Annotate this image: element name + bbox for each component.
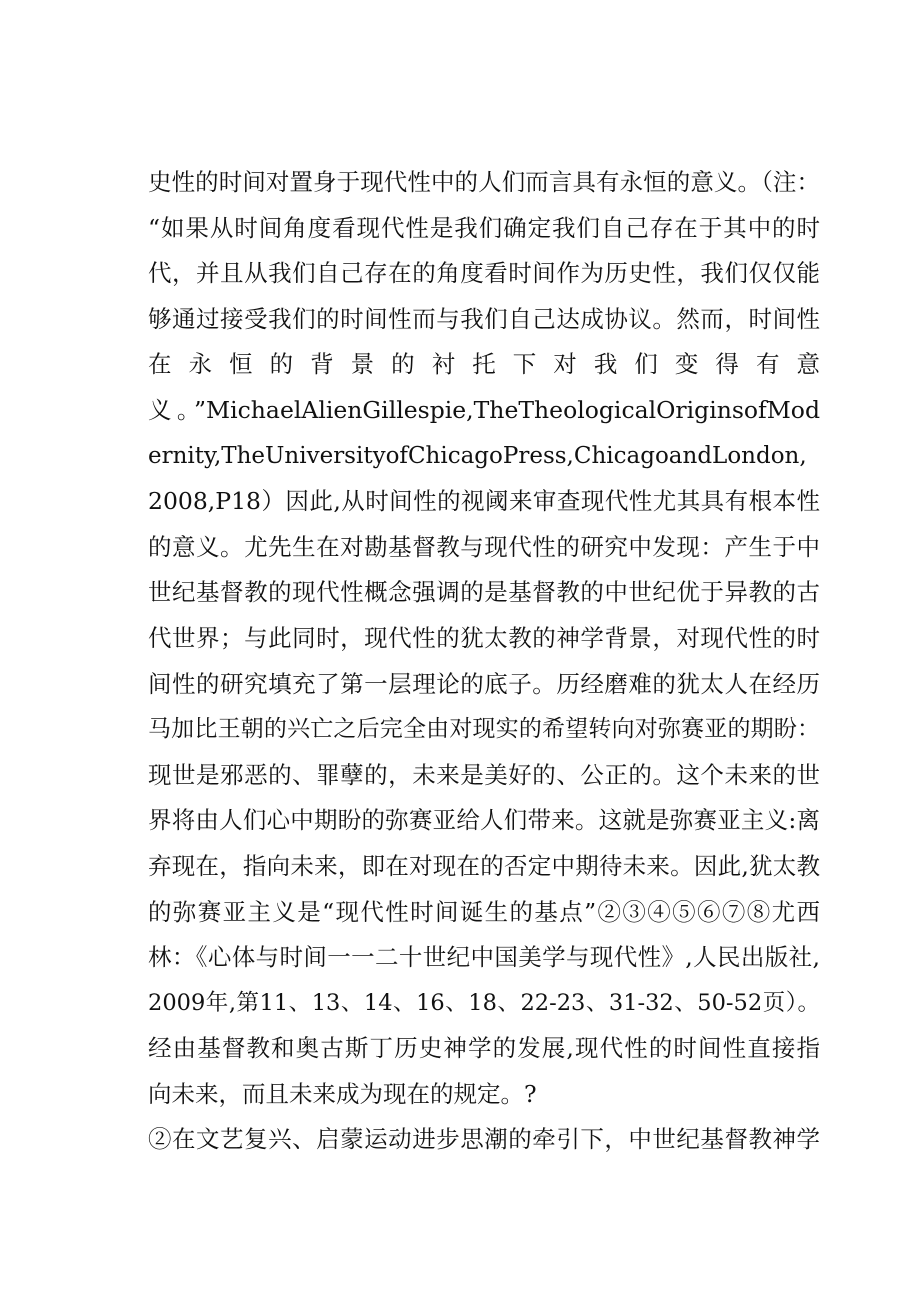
text-line: ernity,TheUniversityofChicagoPress,ChicagoandLondon, bbox=[148, 442, 807, 469]
text-line: 向未来，而且未来成为现在的规定。? bbox=[148, 1079, 537, 1108]
text-line: 的意义。尤先生在对勘基督教与现代性的研究中发现：产生于中 bbox=[148, 532, 820, 561]
text-line: 马加比王朝的兴亡之后完全由对现实的希望转向对弥赛亚的期盼： bbox=[148, 716, 820, 743]
text-line: 林：《心体与时间一一二十世纪中国美学与现代性》,人民出版社, bbox=[148, 943, 820, 972]
text-line: 经由基督教和奥古斯丁历史神学的发展,现代性的时间性直接指 bbox=[148, 1034, 820, 1063]
text-line: 代，并且从我们自己存在的角度看时间作为历史性，我们仅仅能 bbox=[148, 259, 820, 288]
text-line: 够通过接受我们的时间性而与我们自己达成协议。然而，时间性 bbox=[148, 304, 820, 333]
text-line: 现世是邪恶的、罪孽的，未来是美好的、公正的。这个未来的世 bbox=[148, 760, 820, 789]
text-line: “如果从时间角度看现代性是我们确定我们自己存在于其中的时 bbox=[148, 213, 820, 242]
text-line: 在永恒的背景的衬托下对我们变得有意 bbox=[148, 350, 820, 379]
text-line: 间性的研究填充了第一层理论的底子。历经磨难的犹太人在经历 bbox=[148, 669, 820, 698]
text-line: 史性的时间对置身于现代性中的人们而言具有永恒的意义。（注： bbox=[148, 168, 820, 196]
text-line: 2008,P18）因此,从时间性的视阈来审查现代性尤其具有根本性 bbox=[148, 487, 820, 516]
text-line: 弃现在，指向未来，即在对现在的否定中期待未来。因此,犹太教 bbox=[148, 851, 820, 880]
text-line: 的弥赛亚主义是“现代性时间诞生的基点”②③④⑤⑥⑦⑧尤西 bbox=[148, 897, 820, 926]
text-line: 2009年,第11、13、14、16、18、22-23、31-32、50-52页）。 bbox=[148, 989, 820, 1016]
text-line: ②在文艺复兴、启蒙运动进步思潮的牵引下，中世纪基督教神学 bbox=[148, 1125, 820, 1154]
text-line: 义。”MichaelAlienGillespie,TheTheologicalOriginsofMod bbox=[148, 395, 820, 424]
text-line: 代世界；与此同时，现代性的犹太教的神学背景，对现代性的时 bbox=[148, 623, 820, 652]
body-text bbox=[148, 160, 820, 1163]
text-line: 界将由人们心中期盼的弥赛亚给人们带来。这就是弥赛亚主义:离 bbox=[148, 806, 820, 835]
text-line: 世纪基督教的现代性概念强调的是基督教的中世纪优于异教的古 bbox=[148, 578, 820, 607]
